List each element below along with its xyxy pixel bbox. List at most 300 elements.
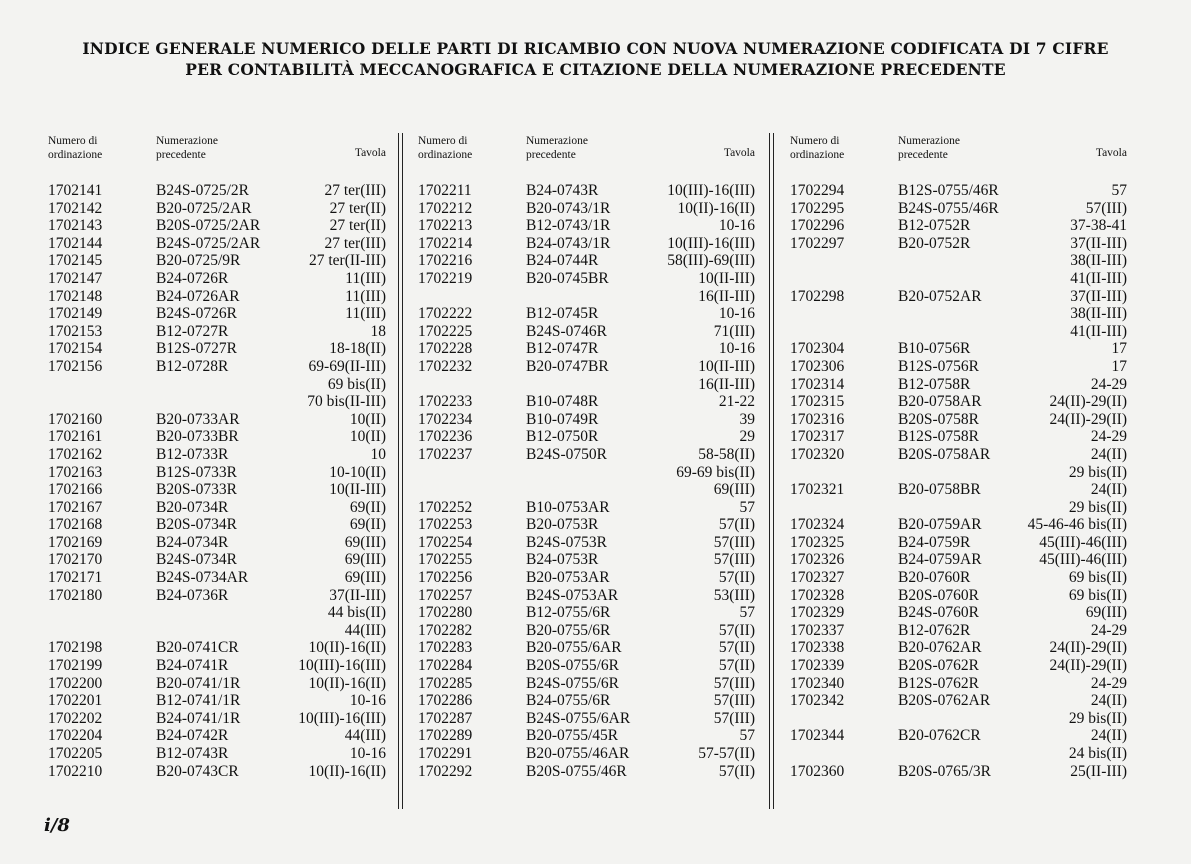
previous-number: B20-0760R <box>898 569 971 587</box>
table-row <box>48 481 386 499</box>
previous-number: B20-0755/6R <box>526 621 611 639</box>
header-order-number-line1: Numero di <box>418 135 468 147</box>
tavola-reference: 10(III)-16(III) <box>667 182 755 199</box>
order-number: 1702280 <box>418 604 473 622</box>
tavola-reference: 70 bis(II-III) <box>307 393 386 411</box>
header-tavola: Tavola <box>354 147 386 159</box>
previous-number: B12-0755/6R <box>526 604 611 622</box>
previous-number: B20-0733AR <box>156 410 240 428</box>
index-column-1 <box>48 132 386 780</box>
previous-number: B20-0743CR <box>156 762 239 780</box>
order-number: 1702253 <box>418 516 473 534</box>
tavola-reference: 37(II-III) <box>329 586 386 604</box>
previous-number: B12-0727R <box>156 322 229 340</box>
order-number: 1702204 <box>48 727 103 745</box>
column-header <box>418 132 755 182</box>
order-number: 1702256 <box>418 569 473 587</box>
previous-number: B20-0741/1R <box>156 674 241 692</box>
previous-number: B12-0752R <box>898 217 971 235</box>
order-number: 1702285 <box>418 674 473 692</box>
table-row <box>418 692 755 710</box>
table-row <box>418 481 755 499</box>
tavola-reference: 69(II) <box>349 516 386 534</box>
previous-number: B20-0758AR <box>898 393 982 411</box>
previous-number: B20-0755/6AR <box>526 639 622 657</box>
table-row <box>418 639 755 657</box>
order-number: 1702154 <box>48 340 103 358</box>
header-previous-number-line2: precedente <box>898 149 948 161</box>
tavola-reference: 10-10(II) <box>329 463 386 481</box>
previous-number: B10-0753AR <box>526 498 610 516</box>
table-row <box>48 200 386 218</box>
tavola-reference: 57(III) <box>713 692 755 710</box>
tavola-reference: 69-69 bis(II) <box>676 463 755 481</box>
previous-number: B12S-0762R <box>898 674 979 692</box>
table-row <box>418 358 755 376</box>
previous-number: B24S-0750R <box>526 445 607 463</box>
table-row <box>418 393 755 411</box>
previous-number: B24S-0734AR <box>156 569 249 587</box>
table-row <box>418 727 755 745</box>
table-row <box>48 516 386 534</box>
table-row <box>418 235 755 253</box>
tavola-reference: 57 <box>1111 182 1127 199</box>
index-rows <box>48 182 386 780</box>
tavola-reference: 69 bis(II) <box>1068 569 1127 587</box>
previous-number: B20S-0758R <box>898 410 979 428</box>
tavola-reference: 11(III) <box>345 269 386 287</box>
table-row <box>418 411 755 429</box>
order-number: 1702225 <box>418 322 473 340</box>
tavola-reference: 17 <box>1111 340 1127 358</box>
tavola-reference: 24(II) <box>1090 692 1127 710</box>
header-previous-number-line1: Numerazione <box>156 135 218 147</box>
table-row <box>790 534 1127 552</box>
previous-number: B10-0756R <box>898 340 971 358</box>
previous-number: B20-0743/1R <box>526 199 611 217</box>
tavola-reference: 24 bis(II) <box>1068 745 1127 762</box>
tavola-reference: 10(III)-16(III) <box>298 657 386 675</box>
table-row <box>790 182 1127 200</box>
table-row <box>790 657 1127 675</box>
previous-number: B24S-0755/46R <box>898 199 999 217</box>
order-number: 1702316 <box>790 410 845 428</box>
tavola-reference: 11(III) <box>345 305 386 323</box>
previous-number: B12S-0756R <box>898 357 979 375</box>
order-number: 1702236 <box>418 428 473 446</box>
table-row <box>418 200 755 218</box>
tavola-reference: 10(II-III) <box>698 357 755 375</box>
tavola-reference: 24(II)-29(II) <box>1049 657 1127 675</box>
table-row <box>418 217 755 235</box>
order-number: 1702328 <box>790 586 845 604</box>
table-row <box>48 499 386 517</box>
tavola-reference: 24(II)-29(II) <box>1049 393 1127 411</box>
previous-number: B24S-0734R <box>156 551 237 569</box>
tavola-reference: 57(II) <box>718 762 755 780</box>
order-number: 1702326 <box>790 551 845 569</box>
previous-number: B24-0726AR <box>156 287 240 305</box>
tavola-reference: 16(II-III) <box>698 287 755 305</box>
tavola-reference: 37-38-41 <box>1070 217 1127 235</box>
table-row <box>418 428 755 446</box>
previous-number: B20S-0734R <box>156 516 237 534</box>
tavola-reference: 24-29 <box>1090 621 1127 639</box>
previous-number: B12S-0755/46R <box>898 182 999 199</box>
tavola-reference: 27 ter(III) <box>324 182 386 199</box>
order-number: 1702257 <box>418 586 473 604</box>
tavola-reference: 57(III) <box>713 533 755 551</box>
order-number: 1702228 <box>418 340 473 358</box>
tavola-reference: 29 bis(II) <box>1068 463 1127 481</box>
table-row <box>790 639 1127 657</box>
header-previous-number-line2: precedente <box>156 149 206 161</box>
previous-number: B20-0745BR <box>526 269 609 287</box>
previous-number: B12S-0733R <box>156 463 237 481</box>
previous-number: B20-0725/2AR <box>156 199 252 217</box>
order-number: 1702286 <box>418 692 473 710</box>
table-row <box>48 411 386 429</box>
table-row <box>48 622 386 640</box>
tavola-reference: 69 bis(II) <box>327 375 386 393</box>
order-number: 1702199 <box>48 657 103 675</box>
table-row <box>790 516 1127 534</box>
tavola-reference: 57(III) <box>1085 199 1127 217</box>
tavola-reference: 57 <box>739 727 755 745</box>
table-row <box>790 340 1127 358</box>
table-row <box>48 604 386 622</box>
order-number: 1702219 <box>418 269 473 287</box>
tavola-reference: 57 <box>739 498 755 516</box>
order-number: 1702200 <box>48 674 103 692</box>
order-number: 1702161 <box>48 428 103 446</box>
table-row <box>418 305 755 323</box>
order-number: 1702254 <box>418 533 473 551</box>
order-number: 1702153 <box>48 322 103 340</box>
column-header <box>48 132 386 182</box>
column-header <box>790 132 1127 182</box>
table-row <box>418 270 755 288</box>
order-number: 1702296 <box>790 217 845 235</box>
tavola-reference: 53(III) <box>713 586 755 604</box>
order-number: 1702360 <box>790 762 845 780</box>
previous-number: B12-0762R <box>898 621 971 639</box>
header-previous-number-line2: precedente <box>526 149 576 161</box>
order-number: 1702145 <box>48 252 103 270</box>
table-row <box>418 499 755 517</box>
previous-number: B20-0734R <box>156 498 229 516</box>
previous-number: B20-0758BR <box>898 481 981 499</box>
previous-number: B20-0752R <box>898 234 971 252</box>
order-number: 1702233 <box>418 393 473 411</box>
tavola-reference: 57 <box>739 604 755 622</box>
header-tavola: Tavola <box>1095 147 1127 159</box>
previous-number: B20-0741CR <box>156 639 239 657</box>
tavola-reference: 27 ter(II-III) <box>308 252 386 270</box>
tavola-reference: 11(III) <box>345 287 386 305</box>
table-row <box>790 288 1127 306</box>
header-previous-number-line1: Numerazione <box>898 135 960 147</box>
table-row <box>790 675 1127 693</box>
previous-number: B24-0743/1R <box>526 234 611 252</box>
tavola-reference: 37(II-III) <box>1070 234 1127 252</box>
header-order-number-line2: ordinazione <box>790 149 845 161</box>
table-row <box>418 675 755 693</box>
header-order-number-line1: Numero di <box>790 135 840 147</box>
header-previous-number <box>526 134 588 162</box>
table-row <box>790 710 1127 728</box>
table-row <box>48 288 386 306</box>
order-number: 1702143 <box>48 217 103 235</box>
header-order-number <box>418 134 472 162</box>
table-row <box>418 710 755 728</box>
table-row <box>48 657 386 675</box>
tavola-reference: 29 bis(II) <box>1068 498 1127 516</box>
header-order-number <box>790 134 844 162</box>
tavola-reference: 24-29 <box>1090 428 1127 446</box>
order-number: 1702216 <box>418 252 473 270</box>
order-number: 1702304 <box>790 340 845 358</box>
previous-number: B24-0755/6R <box>526 692 611 710</box>
header-previous-number <box>156 134 218 162</box>
table-row <box>418 622 755 640</box>
table-row <box>418 763 755 781</box>
order-number: 1702148 <box>48 287 103 305</box>
order-number: 1702287 <box>418 709 473 727</box>
previous-number: B24-0741/1R <box>156 709 241 727</box>
order-number: 1702141 <box>48 182 103 199</box>
order-number: 1702329 <box>790 604 845 622</box>
order-number: 1702289 <box>418 727 473 745</box>
tavola-reference: 24(II) <box>1090 481 1127 499</box>
order-number: 1702340 <box>790 674 845 692</box>
order-number: 1702255 <box>418 551 473 569</box>
tavola-reference: 57-57(II) <box>698 745 755 762</box>
order-number: 1702282 <box>418 621 473 639</box>
table-row <box>418 551 755 569</box>
previous-number: B10-0748R <box>526 393 599 411</box>
table-row <box>790 305 1127 323</box>
tavola-reference: 24-29 <box>1090 375 1127 393</box>
tavola-reference: 39 <box>739 410 755 428</box>
order-number: 1702234 <box>418 410 473 428</box>
tavola-reference: 27 ter(II) <box>329 217 386 235</box>
table-row <box>418 587 755 605</box>
order-number: 1702144 <box>48 234 103 252</box>
previous-number: B20S-0755/6R <box>526 657 620 675</box>
table-row <box>48 182 386 200</box>
page-title <box>0 38 1191 80</box>
previous-number: B24-0744R <box>526 252 599 270</box>
tavola-reference: 45(III)-46(III) <box>1039 533 1127 551</box>
column-divider-1 <box>398 133 403 809</box>
table-row <box>790 745 1127 763</box>
order-number: 1702202 <box>48 709 103 727</box>
order-number: 1702201 <box>48 692 103 710</box>
tavola-reference: 24(II) <box>1090 727 1127 745</box>
previous-number: B24S-0753R <box>526 533 607 551</box>
table-row <box>790 270 1127 288</box>
table-row <box>48 710 386 728</box>
previous-number: B24-0743R <box>526 182 599 199</box>
tavola-reference: 38(II-III) <box>1070 252 1127 270</box>
table-row <box>790 587 1127 605</box>
table-row <box>790 252 1127 270</box>
tavola-reference: 25(II-III) <box>1070 762 1127 780</box>
tavola-reference: 10-16 <box>349 692 386 710</box>
order-number: 1702324 <box>790 516 845 534</box>
previous-number: B24S-0746R <box>526 322 607 340</box>
tavola-reference: 69(III) <box>344 551 386 569</box>
order-number: 1702213 <box>418 217 473 235</box>
previous-number: B12S-0727R <box>156 340 237 358</box>
header-order-number-line2: ordinazione <box>418 149 473 161</box>
order-number: 1702321 <box>790 481 845 499</box>
tavola-reference: 41(II-III) <box>1070 322 1127 340</box>
tavola-reference: 71(III) <box>713 322 755 340</box>
tavola-reference: 45-46-46 bis(II) <box>1027 516 1127 534</box>
table-row <box>48 745 386 763</box>
tavola-reference: 29 <box>739 428 755 446</box>
tavola-reference: 10 <box>370 445 386 463</box>
tavola-reference: 10(III)-16(III) <box>667 234 755 252</box>
previous-number: B20-0725/9R <box>156 252 241 270</box>
tavola-reference: 21-22 <box>718 393 755 411</box>
previous-number: B24-0742R <box>156 727 229 745</box>
tavola-reference: 45(III)-46(III) <box>1039 551 1127 569</box>
order-number: 1702294 <box>790 182 845 199</box>
tavola-reference: 44(III) <box>344 727 386 745</box>
table-row <box>48 534 386 552</box>
previous-number: B24S-0755/6AR <box>526 709 631 727</box>
tavola-reference: 10-16 <box>349 745 386 762</box>
order-number: 1702317 <box>790 428 845 446</box>
table-row <box>48 340 386 358</box>
previous-number: B24-0726R <box>156 269 229 287</box>
order-number: 1702162 <box>48 445 103 463</box>
table-row <box>48 587 386 605</box>
tavola-reference: 10-16 <box>718 305 755 323</box>
order-number: 1702283 <box>418 639 473 657</box>
order-number: 1702160 <box>48 410 103 428</box>
previous-number: B12-0745R <box>526 305 599 323</box>
tavola-reference: 57(II) <box>718 657 755 675</box>
order-number: 1702337 <box>790 621 845 639</box>
previous-number: B12-0747R <box>526 340 599 358</box>
order-number: 1702169 <box>48 533 103 551</box>
table-row <box>48 763 386 781</box>
table-row <box>790 393 1127 411</box>
previous-number: B20S-0762R <box>898 657 979 675</box>
order-number: 1702297 <box>790 234 845 252</box>
order-number: 1702171 <box>48 569 103 587</box>
tavola-reference: 10(II)-16(II) <box>308 639 386 657</box>
tavola-reference: 17 <box>1111 357 1127 375</box>
table-row <box>48 569 386 587</box>
previous-number: B20-0759AR <box>898 516 982 534</box>
tavola-reference: 44(III) <box>344 621 386 639</box>
previous-number: B24-0759AR <box>898 551 982 569</box>
table-row <box>418 340 755 358</box>
index-rows <box>418 182 755 780</box>
tavola-reference: 10(II)-16(II) <box>308 674 386 692</box>
tavola-reference: 24(II)-29(II) <box>1049 410 1127 428</box>
table-row <box>48 217 386 235</box>
tavola-reference: 41(II-III) <box>1070 269 1127 287</box>
previous-number: B24-0741R <box>156 657 229 675</box>
previous-number: B24-0734R <box>156 533 229 551</box>
order-number: 1702292 <box>418 762 473 780</box>
order-number: 1702210 <box>48 762 103 780</box>
tavola-reference: 69(II) <box>349 498 386 516</box>
tavola-reference: 16(II-III) <box>698 375 755 393</box>
table-row <box>790 428 1127 446</box>
table-row <box>790 358 1127 376</box>
previous-number: B12-0750R <box>526 428 599 446</box>
tavola-reference: 38(II-III) <box>1070 305 1127 323</box>
page-number: i/8 <box>44 815 70 836</box>
table-row <box>790 569 1127 587</box>
tavola-reference: 69(III) <box>713 481 755 499</box>
tavola-reference: 18-18(II) <box>329 340 386 358</box>
tavola-reference: 24(II)-29(II) <box>1049 639 1127 657</box>
header-order-number <box>48 134 102 162</box>
table-row <box>790 235 1127 253</box>
table-row <box>418 464 755 482</box>
order-number: 1702344 <box>790 727 845 745</box>
order-number: 1702166 <box>48 481 103 499</box>
table-row <box>790 551 1127 569</box>
table-row <box>790 604 1127 622</box>
order-number: 1702298 <box>790 287 845 305</box>
table-row <box>418 569 755 587</box>
order-number: 1702142 <box>48 199 103 217</box>
previous-number: B20S-0760R <box>898 586 979 604</box>
previous-number: B20-0753AR <box>526 569 610 587</box>
table-row <box>48 270 386 288</box>
previous-number: B12-0741/1R <box>156 692 241 710</box>
table-row <box>418 376 755 394</box>
previous-number: B24-0736R <box>156 586 229 604</box>
tavola-reference: 10(II) <box>349 410 386 428</box>
previous-number: B24S-0753AR <box>526 586 619 604</box>
table-row <box>790 727 1127 745</box>
header-previous-number <box>898 134 960 162</box>
tavola-reference: 10(II-III) <box>698 269 755 287</box>
header-previous-number-line1: Numerazione <box>526 135 588 147</box>
table-row <box>48 692 386 710</box>
previous-number: B12-0728R <box>156 357 229 375</box>
header-tavola: Tavola <box>723 147 755 159</box>
previous-number: B20S-0762AR <box>898 692 991 710</box>
table-row <box>48 323 386 341</box>
order-number: 1702295 <box>790 199 845 217</box>
table-row <box>790 622 1127 640</box>
tavola-reference: 69(III) <box>344 569 386 587</box>
table-row <box>790 499 1127 517</box>
table-row <box>48 727 386 745</box>
previous-number: B20-0762CR <box>898 727 981 745</box>
previous-number: B12-0733R <box>156 445 229 463</box>
order-number: 1702284 <box>418 657 473 675</box>
order-number: 1702147 <box>48 269 103 287</box>
tavola-reference: 57(II) <box>718 569 755 587</box>
previous-number: B20-0733BR <box>156 428 239 446</box>
table-row <box>790 323 1127 341</box>
index-column-3 <box>790 132 1127 780</box>
tavola-reference: 10(II-III) <box>329 481 386 499</box>
table-row <box>418 182 755 200</box>
